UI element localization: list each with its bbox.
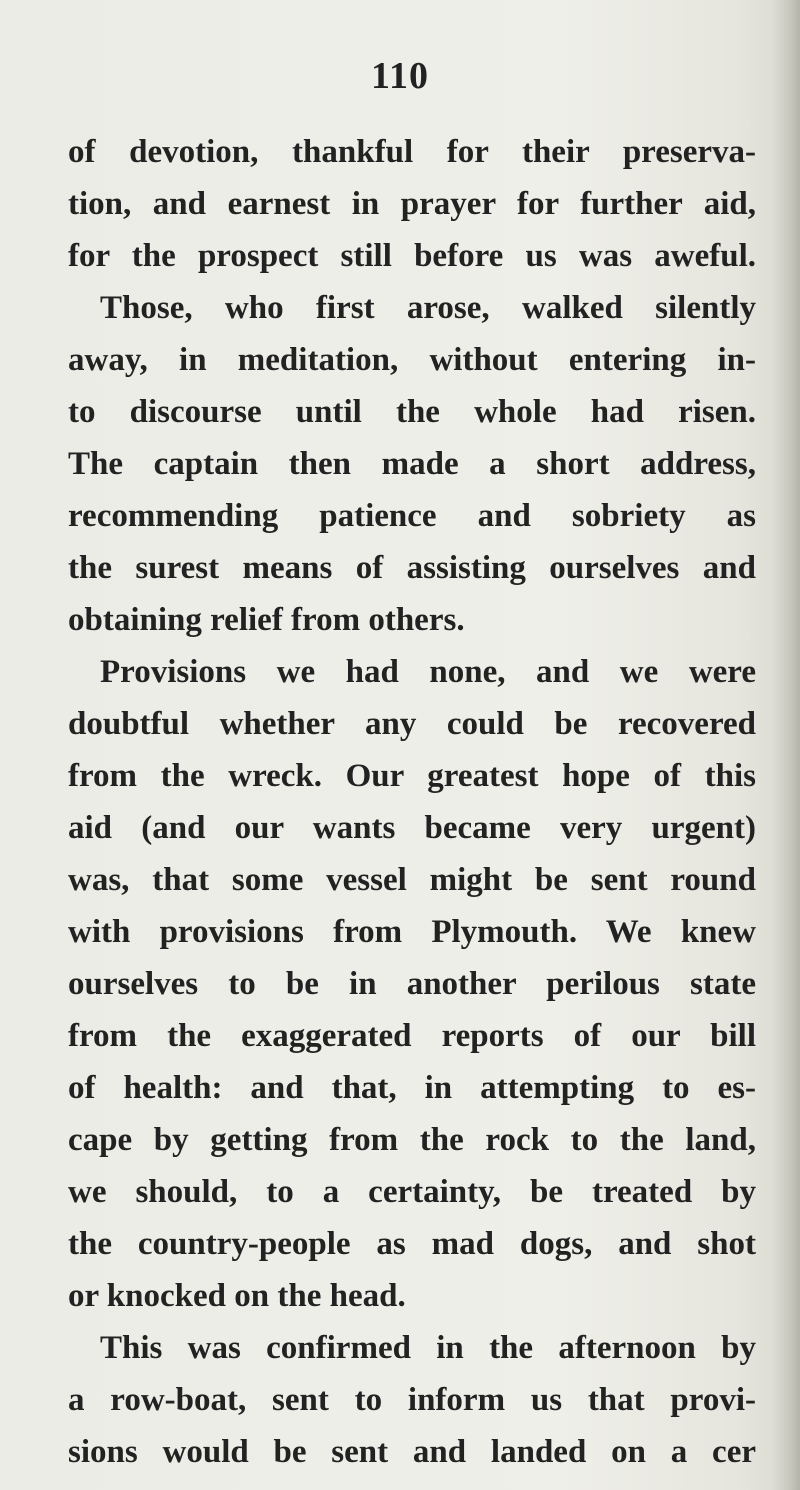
text-line: from the exaggerated reports of our bill xyxy=(68,1018,756,1054)
text-line: aid (and our wants became very urgent) xyxy=(68,810,756,846)
text-line: ourselves to be in another perilous state xyxy=(68,966,756,1002)
text-line: The captain then made a short address, xyxy=(68,446,756,482)
text-line: to discourse until the whole had risen. xyxy=(68,394,756,430)
text-line: tion, and earnest in prayer for further aid, xyxy=(68,186,756,222)
text-line: the surest means of assisting ourselves and xyxy=(68,550,756,586)
text-line: of devotion, thankful for their preserva- xyxy=(68,134,756,170)
text-line: sions would be sent and landed on a cer xyxy=(68,1434,756,1470)
page-edge-shadow xyxy=(772,0,800,1490)
page-number: 110 xyxy=(371,55,429,97)
text-line: or knocked on the head. xyxy=(68,1278,406,1314)
text-line: the country-people as mad dogs, and shot xyxy=(68,1226,756,1262)
text-line: we should, to a certainty, be treated by xyxy=(68,1174,756,1210)
text-line: obtaining relief from others. xyxy=(68,602,465,638)
text-line: recommending patience and sobriety as xyxy=(68,498,756,534)
text-line: with provisions from Plymouth. We knew xyxy=(68,914,756,950)
text-line: of health: and that, in attempting to es- xyxy=(68,1070,756,1106)
text-line: Those, who first arose, walked silently xyxy=(100,290,756,326)
text-line: Provisions we had none, and we were xyxy=(100,654,756,690)
text-line: cape by getting from the rock to the land, xyxy=(68,1122,756,1158)
text-line: for the prospect still before us was aweful. xyxy=(68,238,756,274)
text-line: This was confirmed in the afternoon by xyxy=(100,1330,756,1366)
text-line: away, in meditation, without entering in- xyxy=(68,342,756,378)
text-line: from the wreck. Our greatest hope of this xyxy=(68,758,756,794)
text-line: was, that some vessel might be sent round xyxy=(68,862,756,898)
text-line: doubtful whether any could be recovered xyxy=(68,706,756,742)
text-line: a row-boat, sent to inform us that provi- xyxy=(68,1382,756,1418)
